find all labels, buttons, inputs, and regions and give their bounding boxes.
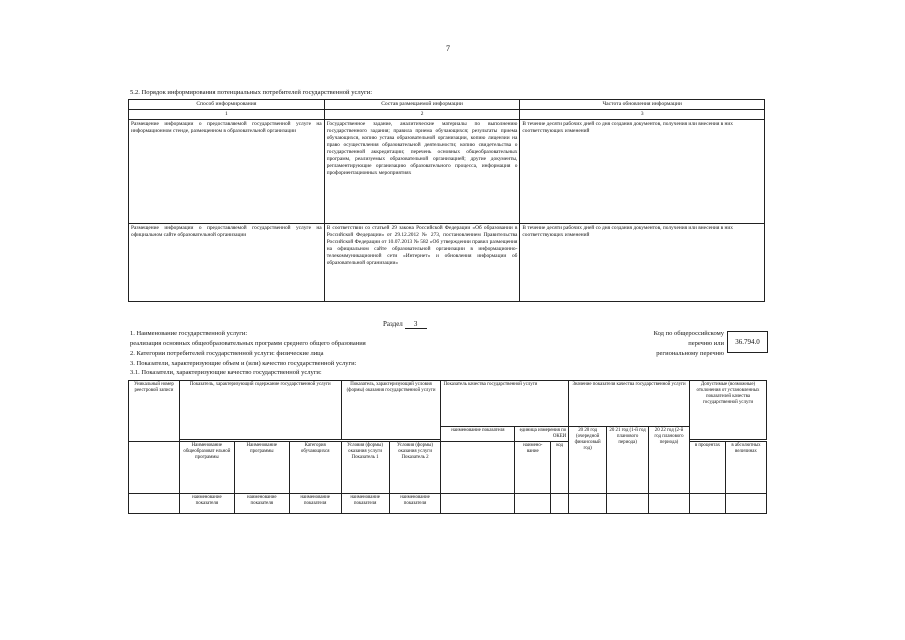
col-number: 1 bbox=[129, 110, 325, 120]
table-row bbox=[129, 120, 765, 224]
empty-cell bbox=[569, 494, 607, 514]
section-heading bbox=[383, 320, 427, 329]
quality-table bbox=[128, 380, 767, 514]
col-number: 3 bbox=[520, 110, 765, 120]
header-method: Способ информирования bbox=[129, 100, 325, 110]
row-frequency: В течение десяти рабочих дней со дня создания документов, получения или внесения в них соответствующих изменений bbox=[520, 120, 765, 224]
header-student-category: Категория обучающихся bbox=[289, 442, 341, 494]
code-value-box: 36.794.0 bbox=[727, 331, 768, 353]
header-indicator-name: наименование показателя bbox=[441, 427, 515, 442]
header-deviation: Допустимые (возможные) отклонения от установленных показателей качества государственной услуги bbox=[689, 381, 766, 440]
informing-table bbox=[128, 99, 765, 302]
table-row bbox=[129, 224, 765, 302]
empty-cell bbox=[689, 494, 725, 514]
indicators-heading: 3. Показатели, характеризующие объем и (или) качество государственной услуги: bbox=[130, 360, 357, 367]
header-condition-2: Условия (формы) оказания услуги Показатель 2 bbox=[389, 442, 441, 494]
indicator-name-4: наименование показателя bbox=[341, 494, 389, 514]
header-quality-indicator: Показатель качества государственной услуги bbox=[441, 381, 569, 427]
header-program: Наименование программы bbox=[234, 442, 289, 494]
empty-cell bbox=[441, 442, 515, 494]
code-label-2: перечню или bbox=[688, 340, 724, 347]
header-unit-code: код bbox=[551, 442, 569, 494]
consumer-category: 2. Категории потребителей государственной услуги: физические лица bbox=[130, 350, 324, 357]
service-name-label: 1. Наименование государственной услуги: bbox=[130, 330, 248, 337]
service-name-value: реализация основных общеобразовательных программ среднего общего образования bbox=[130, 340, 366, 347]
header-quality-values: Значение показателя качества государственной услуги bbox=[569, 381, 690, 427]
code-label-1: Код по общероссийскому bbox=[653, 330, 724, 337]
empty-cell bbox=[129, 442, 180, 494]
header-year-3: 20 22 год (2-й год планового периода) bbox=[649, 427, 690, 494]
header-content-indicator: Показатель, характеризующий содержание государственной услуги bbox=[179, 381, 341, 440]
header-condition-1: Условия (формы) оказания услуги Показатель 1 bbox=[341, 442, 389, 494]
header-frequency: Частота обновления информации bbox=[520, 100, 765, 110]
header-conditions-indicator: Показатель, характеризующий условия (формы) оказания государственной услуги bbox=[341, 381, 441, 440]
empty-cell bbox=[649, 494, 690, 514]
header-absolute: в абсолютных величинах bbox=[725, 442, 766, 494]
header-percent: в процентах bbox=[689, 442, 725, 494]
empty-cell bbox=[129, 494, 180, 514]
header-program-name: Наименование общеобразоват ельной программы bbox=[179, 442, 234, 494]
header-year-2: 20 21 год (1-й год планового периода) bbox=[607, 427, 649, 494]
indicator-name-2: наименование показателя bbox=[234, 494, 289, 514]
section-label: Раздел bbox=[383, 320, 403, 328]
empty-cell bbox=[551, 494, 569, 514]
row-content: Государственное задание, аналитические материалы по выполнению государственного задания; правила приема обучающихся; результаты приема обучающихся, копию устава образовательной организации, копию лицензии на право осуществления образовательной деятельности; копию свидетельства о государственной аккредитации; перечень основных общеобразовательных программ, реализуемых образовательной организацией; другие документы, регламентирующие организацию образовательного процесса, информация о профориентационных мероприятиях bbox=[324, 120, 520, 224]
row-method: Размещение информации о предоставляемой государственной услуге на информационном стенде, размещенном в образовательной организации bbox=[129, 120, 325, 224]
section-number: 3 bbox=[405, 320, 427, 329]
empty-cell bbox=[725, 494, 766, 514]
header-content: Состав размещаемой информации bbox=[324, 100, 520, 110]
header-unit-name: наимено-вание bbox=[515, 442, 551, 494]
indicator-name-5: наименование показателя bbox=[389, 494, 441, 514]
section-5-2-title: 5.2. Порядок информирования потенциальных потребителей государственной услуги: bbox=[130, 89, 373, 96]
row-content: В соответствии со статьей 29 закона Российской Федерации «Об образовании в Российской Федерации» от 29.12.2012 № 273, постановлением Правительства Российской Федерации от 10.07.2013 № 582 «Об утверждении правил размещения на официальном сайте образовательной организации в информационно-телекоммуникационной сети «Интернет» и обновления информации об образовательной организации» bbox=[324, 224, 520, 302]
header-unit: единица измерения по ОКЕИ bbox=[515, 427, 569, 442]
row-frequency: В течение десяти рабочих дней со дня создания документов, получения или внесения в них соответствующих изменений bbox=[520, 224, 765, 302]
empty-cell bbox=[441, 494, 515, 514]
col-number: 2 bbox=[324, 110, 520, 120]
code-label-3: региональному перечню bbox=[656, 350, 724, 357]
indicator-name-1: наименование показателя bbox=[179, 494, 234, 514]
header-unique-number: Уникальный номер реестровой записи bbox=[129, 381, 180, 442]
page-number: 7 bbox=[446, 44, 450, 53]
quality-indicators-heading: 3.1. Показатели, характеризующие качество государственной услуги: bbox=[130, 369, 322, 376]
empty-cell bbox=[515, 494, 551, 514]
indicator-name-3: наименование показателя bbox=[289, 494, 341, 514]
empty-cell bbox=[607, 494, 649, 514]
row-method: Размещение информации о предоставляемой государственной услуге на официальном сайте образовательной организации bbox=[129, 224, 325, 302]
header-year-1: 20 20 год (очередной финансовый год) bbox=[569, 427, 607, 494]
